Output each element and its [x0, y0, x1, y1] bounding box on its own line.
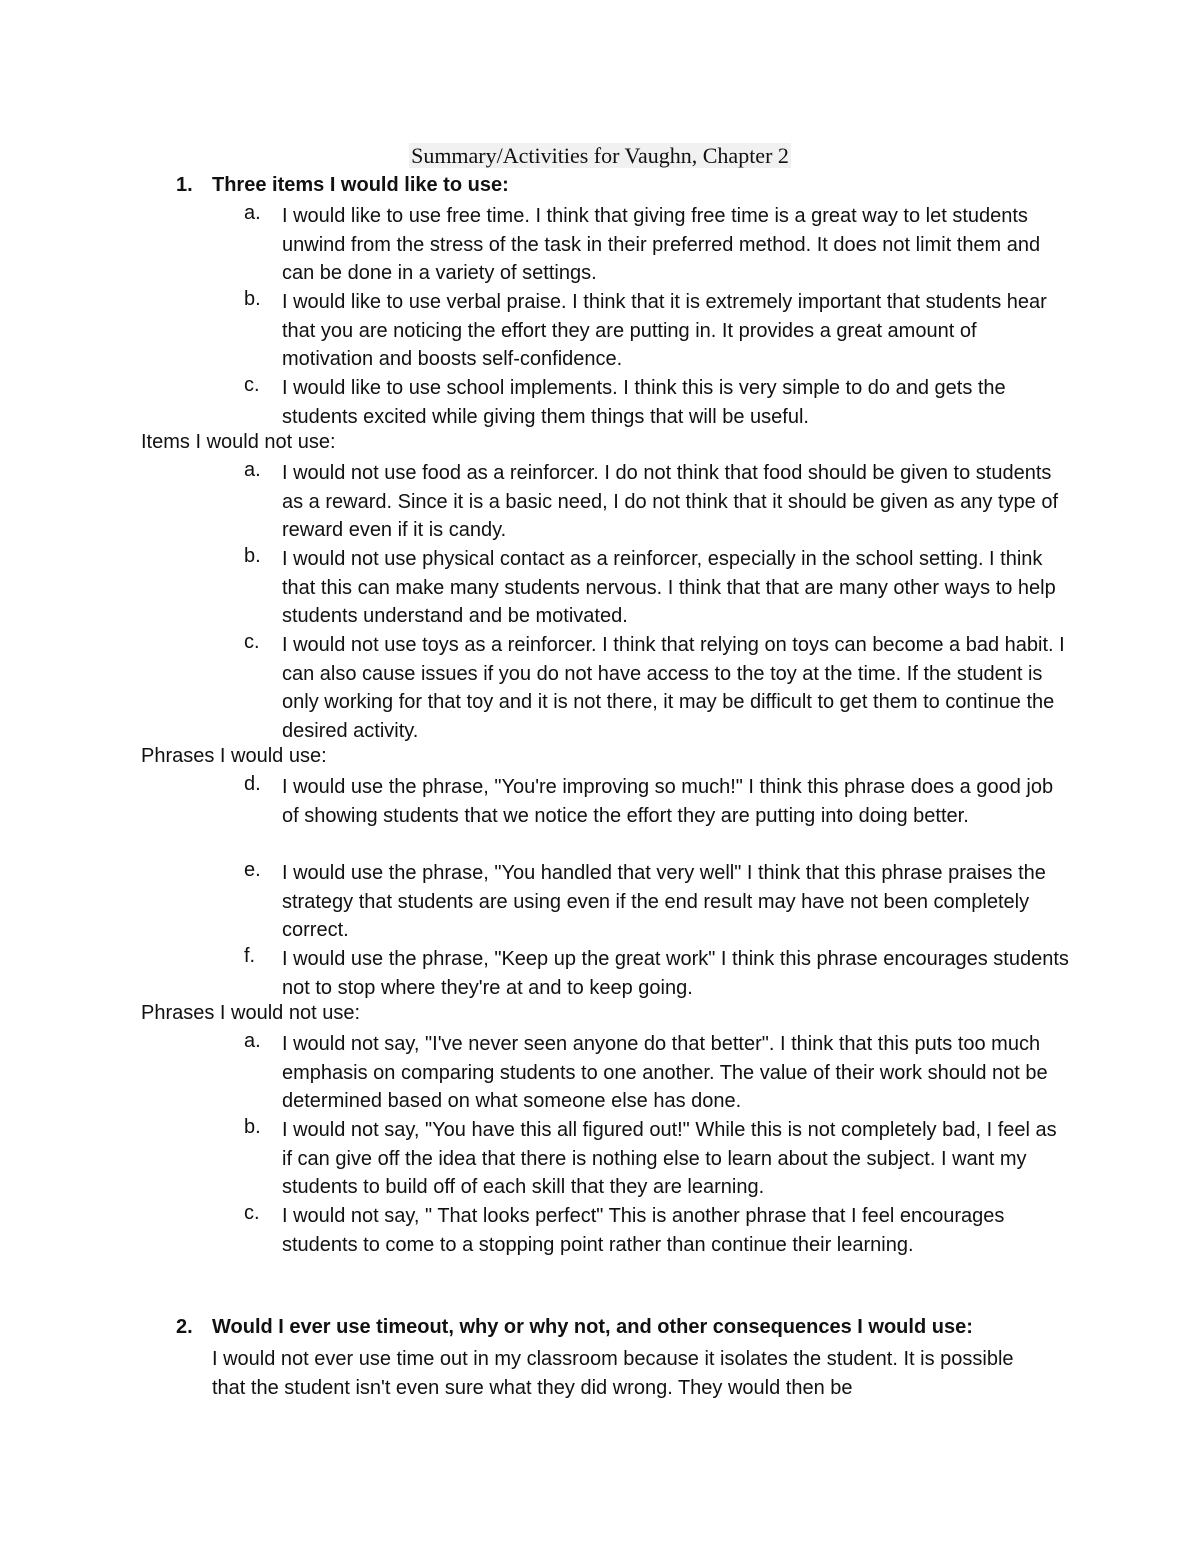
question-2-heading: Would I ever use timeout, why or why not, and other consequences I would use:: [212, 1316, 973, 1338]
list-item: I would not use toys as a reinforcer. I think that relying on toys can become a bad habit. I can also cause issues if you do not have access to the toy at the time. If the student is only working for that toy and it is not there, it may be difficult to get them to continue the desired activity.: [282, 634, 1065, 742]
list-item: I would like to use free time. I think that giving free time is a great way to let students unwind from the stress of the task in their preferred method. It does not limit them and can be done in a variety of settings.: [282, 205, 1041, 285]
list-marker: a.: [244, 202, 261, 224]
list-item: I would use the phrase, "Keep up the great work" I think this phrase encourages students not to stop where they're at and to keep going.: [282, 948, 1069, 999]
question-2-number: 2.: [176, 1316, 193, 1338]
list-marker: d.: [244, 773, 261, 795]
list-marker: b.: [244, 288, 261, 310]
question-2-answer: I would not ever use time out in my classroom because it isolates the student. It is possible that the student isn't even sure what they did wrong. They would then be: [212, 1348, 1014, 1399]
list-marker: f.: [244, 945, 256, 967]
list-marker: b.: [244, 545, 261, 567]
section-heading-phrases-use: Phrases I would use:: [141, 745, 327, 767]
list-item: I would like to use verbal praise. I think that it is extremely important that students hear that you are noticing the effort they are putting in. It provides a great amount of motivation and boosts self-confidence.: [282, 291, 1047, 371]
list-item: I would not say, "You have this all figured out!" While this is not completely bad, I feel as if can give off the idea that there is nothing else to learn about the subject. I want my students to build off of each skill that they are learning.: [282, 1119, 1057, 1199]
list-item: I would use the phrase, "You're improving so much!" I think this phrase does a good job of showing students that we notice the effort they are putting into doing better.: [282, 776, 1054, 827]
list-item: I would use the phrase, "You handled that very well" I think that this phrase praises the strategy that students are using even if the end result may have not been completely correct.: [282, 862, 1046, 942]
list-marker: c.: [244, 374, 260, 396]
question-1-number: 1.: [176, 174, 193, 196]
section-heading-phrases-not-use: Phrases I would not use:: [141, 1002, 361, 1024]
section-heading-items-not-use: Items I would not use:: [141, 431, 336, 453]
list-marker: c.: [244, 631, 260, 653]
list-marker: b.: [244, 1116, 261, 1138]
list-item: I would not use physical contact as a reinforcer, especially in the school setting. I think that this can make many students nervous. I think that that are many other ways to help students understand and be motivated.: [282, 548, 1056, 628]
question-1-heading: Three items I would like to use:: [212, 174, 509, 196]
list-marker: a.: [244, 1030, 261, 1052]
list-item: I would like to use school implements. I think this is very simple to do and gets the students excited while giving them things that will be useful.: [282, 377, 1006, 428]
list-item: I would not say, " That looks perfect" This is another phrase that I feel encourages students to come to a stopping point rather than continue their learning.: [282, 1205, 1005, 1256]
list-marker: a.: [244, 459, 261, 481]
list-item: I would not say, "I've never seen anyone do that better". I think that this puts too much emphasis on comparing students to one another. The value of their work should not be determined based on what someone else has done.: [282, 1033, 1048, 1113]
list-marker: e.: [244, 859, 261, 881]
list-marker: c.: [244, 1202, 260, 1224]
document-title: Summary/Activities for Vaughn, Chapter 2: [411, 143, 789, 168]
list-item: I would not use food as a reinforcer. I do not think that food should be given to students as a reward. Since it is a basic need, I do not think that it should be given as any type of reward even if it is candy.: [282, 462, 1059, 542]
